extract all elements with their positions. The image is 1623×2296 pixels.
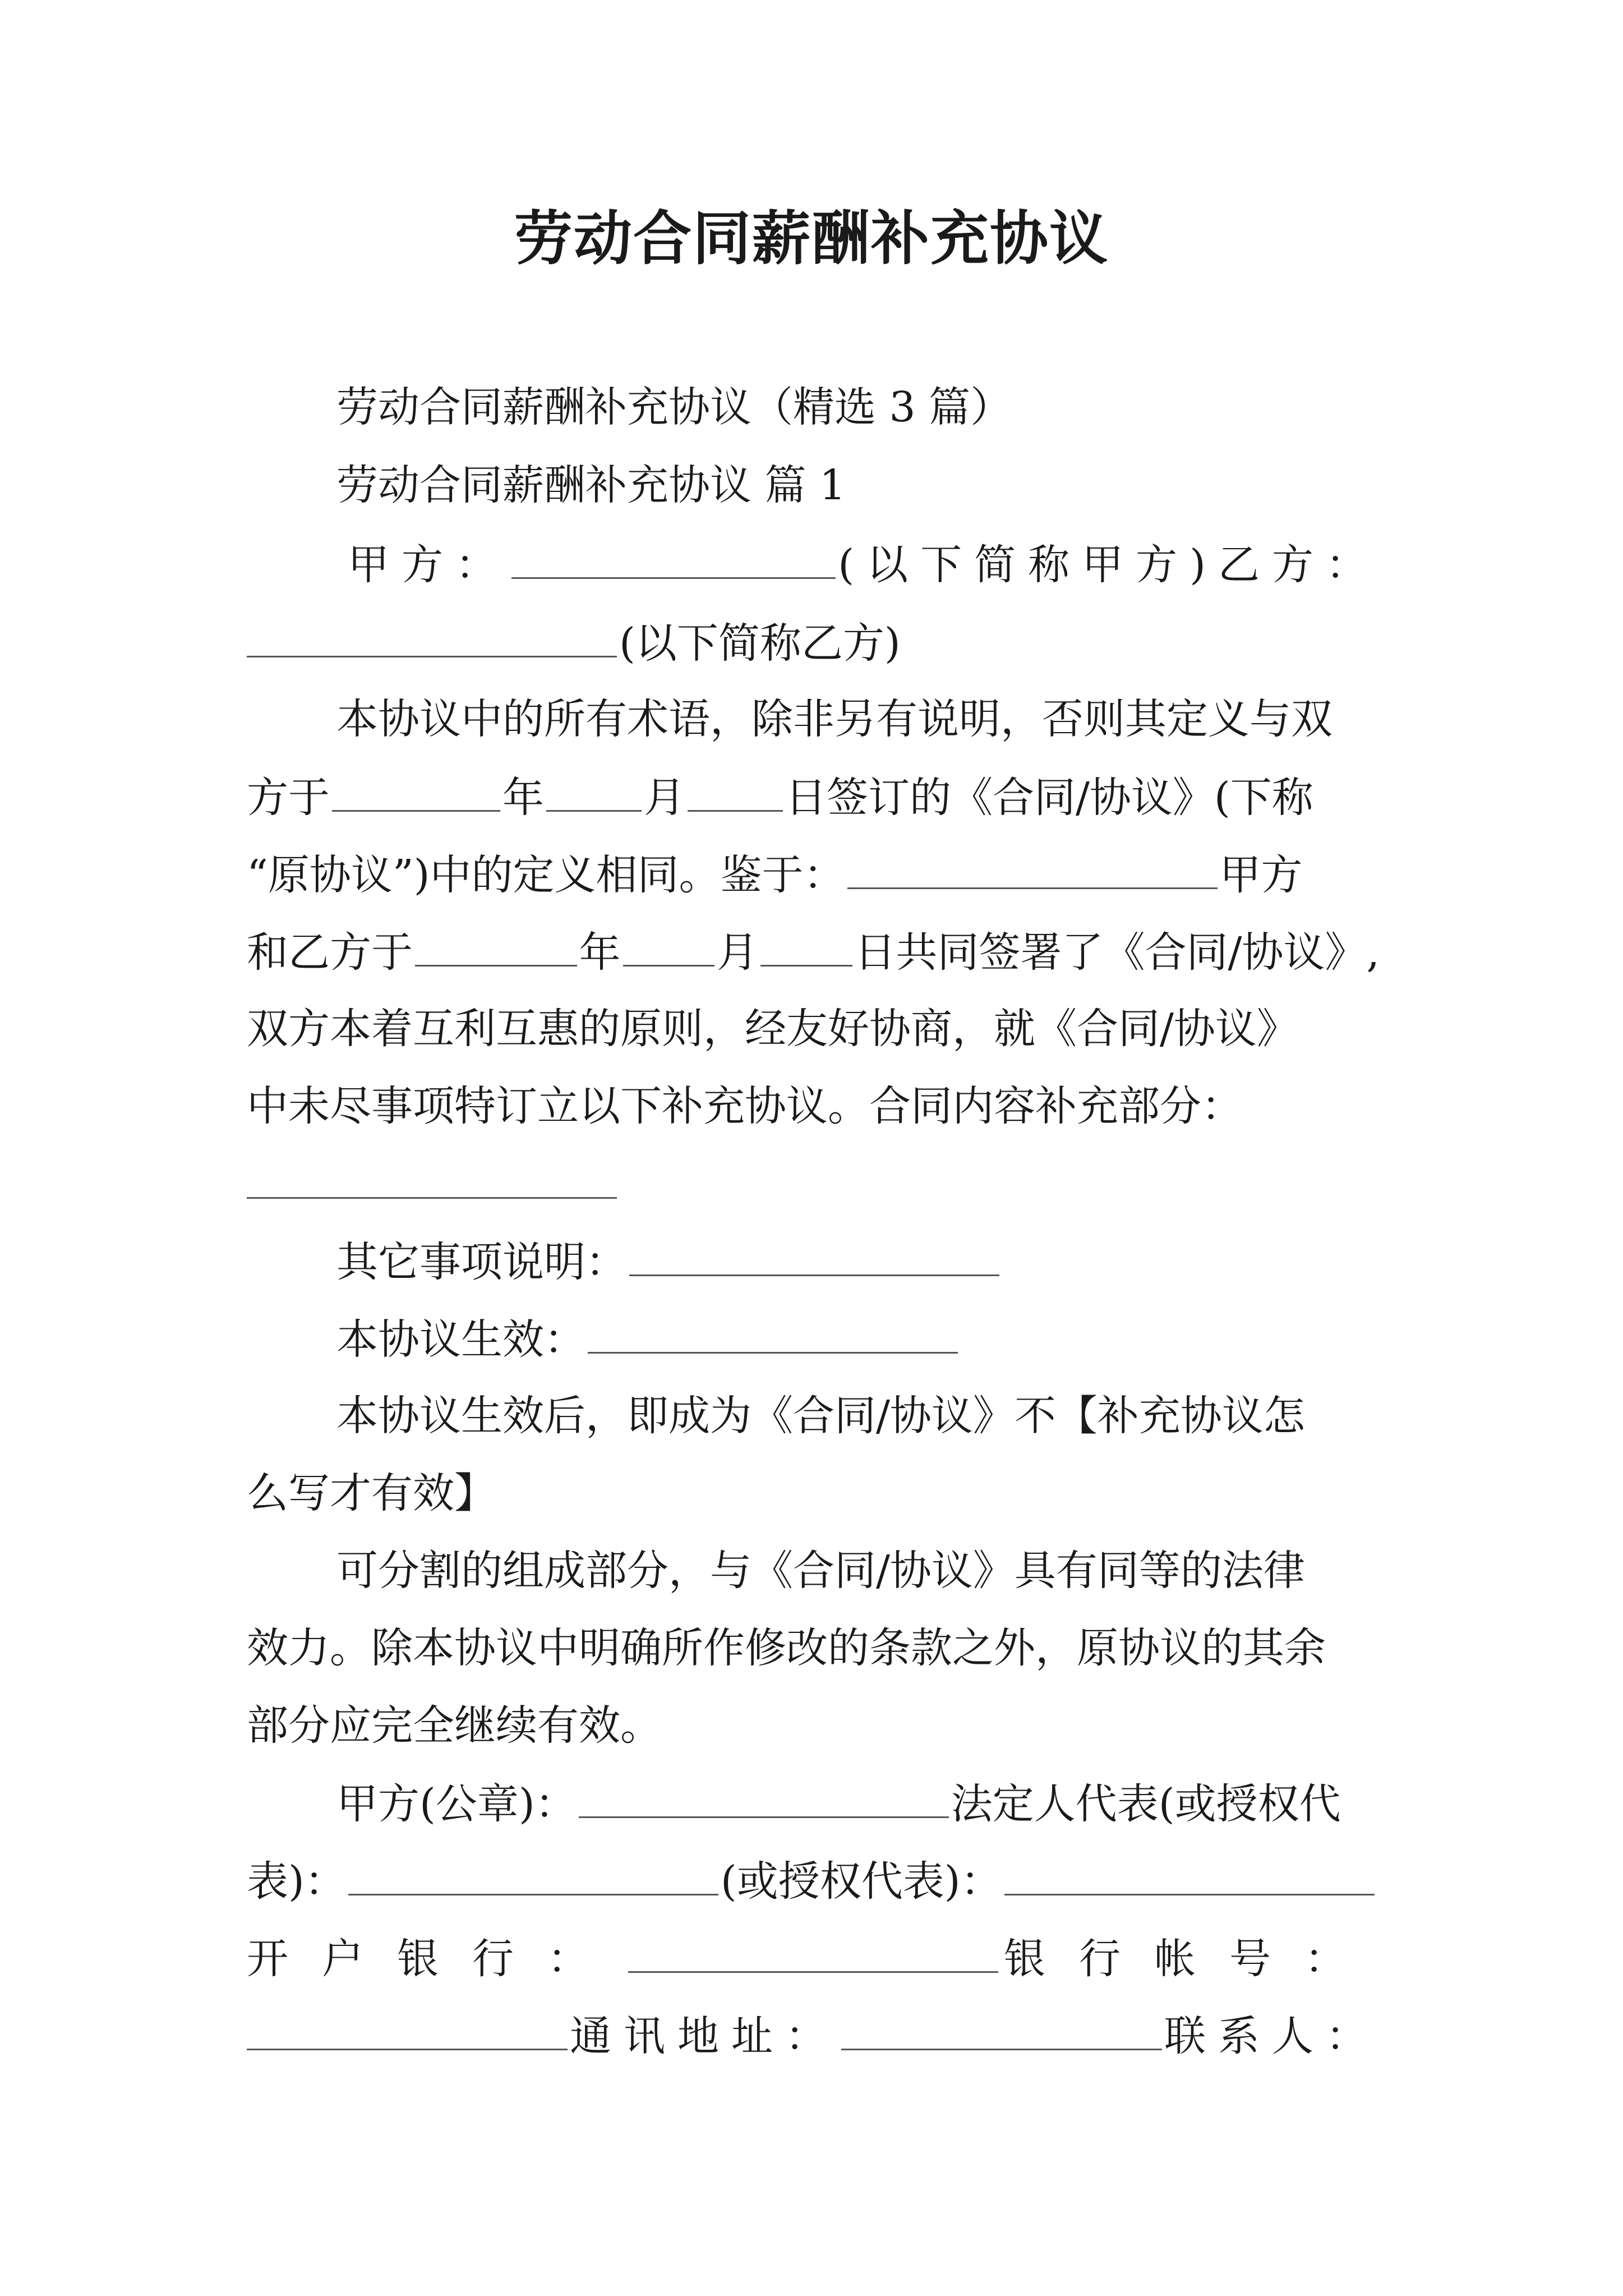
party-b-blank[interactable] xyxy=(247,614,617,657)
account-blank[interactable] xyxy=(247,2007,568,2050)
paragraph-1-line-6 xyxy=(247,1078,1380,1134)
effective-line xyxy=(336,1310,1380,1368)
year-blank[interactable] xyxy=(415,923,577,967)
address-line xyxy=(247,2007,1380,2064)
authorized-rep-label: (或授权代表)： xyxy=(720,1857,1002,1906)
other-matters-blank[interactable] xyxy=(629,1233,999,1276)
month-label: 月 xyxy=(717,928,759,977)
section-heading-line xyxy=(336,457,1380,513)
party-a-seal-label: 甲方(公章)： xyxy=(336,1780,577,1828)
parties-line xyxy=(348,536,1380,593)
month-label: 月 xyxy=(644,774,685,822)
paragraph-text: 本协议生效后，即成为《合同/协议》不【补充协议怎 xyxy=(336,1392,1305,1440)
bank-line xyxy=(247,1930,1380,1987)
party-b-abbr: (以下简称乙方) xyxy=(619,619,901,668)
party-a-blank[interactable] xyxy=(511,536,836,579)
month-blank[interactable] xyxy=(623,923,715,967)
paragraph-text: 双方本着互利互惠的原则，经友好协商，就《合同/协议》 xyxy=(247,1005,1298,1053)
account-label: 银行帐号： xyxy=(1004,1935,1380,1983)
address-blank[interactable] xyxy=(841,2007,1162,2050)
other-matters-label: 其它事项说明： xyxy=(336,1238,627,1286)
year-label: 年 xyxy=(579,928,621,977)
month-blank[interactable] xyxy=(546,769,642,812)
whereas-blank[interactable] xyxy=(847,846,1218,889)
paragraph-text: 可分割的组成部分，与《合同/协议》具有同等的法律 xyxy=(336,1547,1305,1595)
party-b-line xyxy=(247,614,1380,671)
paragraph-2-line-1 xyxy=(336,1388,1380,1444)
paragraph-1-line-1 xyxy=(336,691,1380,747)
day-blank[interactable] xyxy=(760,923,852,967)
paragraph-text: 甲方 xyxy=(1219,851,1303,899)
representative-line xyxy=(247,1852,1380,1910)
party-b-label: 乙方： xyxy=(1218,541,1380,589)
party-a-abbr: (以下简称甲方) xyxy=(838,541,1218,589)
paragraph-text: 中未尽事项特订立以下补充协议。合同内容补充部分： xyxy=(247,1082,1243,1130)
party-a-seal-line xyxy=(336,1775,1380,1832)
effective-label: 本协议生效： xyxy=(336,1315,585,1364)
paragraph-text: 么写才有效】 xyxy=(247,1469,496,1517)
bank-blank[interactable] xyxy=(628,1930,998,1973)
paragraph-text: 日共同签署了《合同/协议》, xyxy=(854,928,1380,977)
paragraph-1-line-4 xyxy=(247,923,1380,981)
contact-label: 联系人： xyxy=(1164,2012,1380,2060)
party-a-label: 甲方： xyxy=(348,541,509,589)
paragraph-3-line-1 xyxy=(336,1543,1380,1599)
legal-rep-label: 法定人代表(或授权代 xyxy=(951,1780,1341,1828)
authorized-rep-blank[interactable] xyxy=(1004,1852,1375,1895)
paragraph-text: 日签订的《合同/协议》(下称 xyxy=(785,774,1313,822)
section-heading: 劳动合同薪酬补充协议 篇 1 xyxy=(336,461,846,509)
legal-rep-label-cont: 表)： xyxy=(247,1857,346,1906)
paragraph-3-line-2 xyxy=(247,1620,1380,1676)
legal-rep-blank[interactable] xyxy=(348,1852,718,1895)
paragraph-text: 效力。除本协议中明确所作修改的条款之外，原协议的其余 xyxy=(247,1624,1326,1672)
address-label: 通讯地址： xyxy=(570,2012,839,2060)
party-a-seal-blank[interactable] xyxy=(579,1775,949,1818)
paragraph-1-line-5 xyxy=(247,1001,1380,1057)
year-label: 年 xyxy=(502,774,544,822)
paragraph-text: “原协议”)中的定义相同。鉴于： xyxy=(247,851,845,899)
effective-blank[interactable] xyxy=(588,1310,958,1354)
paragraph-text: 本协议中的所有术语，除非另有说明，否则其定义与双 xyxy=(336,695,1332,743)
document-title: 劳动合同薪酬补充协议 xyxy=(514,204,1109,273)
paragraph-2-line-2 xyxy=(247,1465,1380,1521)
paragraph-text: 部分应完全继续有效。 xyxy=(247,1701,662,1750)
paragraph-1-line-2 xyxy=(247,769,1380,826)
paragraph-text: 方于 xyxy=(247,774,330,822)
other-matters-line xyxy=(336,1233,1380,1290)
paragraph-3-line-3 xyxy=(247,1697,1380,1754)
paragraph-text: 和乙方于 xyxy=(247,928,413,977)
subtitle-line xyxy=(336,379,1380,435)
supplement-blank-line xyxy=(247,1156,1380,1199)
bank-label: 开户银行： xyxy=(247,1935,623,1983)
subtitle: 劳动合同薪酬补充协议（精选 3 篇） xyxy=(336,383,1012,431)
paragraph-1-line-3 xyxy=(247,846,1380,903)
year-blank[interactable] xyxy=(332,769,500,812)
day-blank[interactable] xyxy=(688,769,783,812)
supplement-content-blank[interactable] xyxy=(247,1156,617,1199)
